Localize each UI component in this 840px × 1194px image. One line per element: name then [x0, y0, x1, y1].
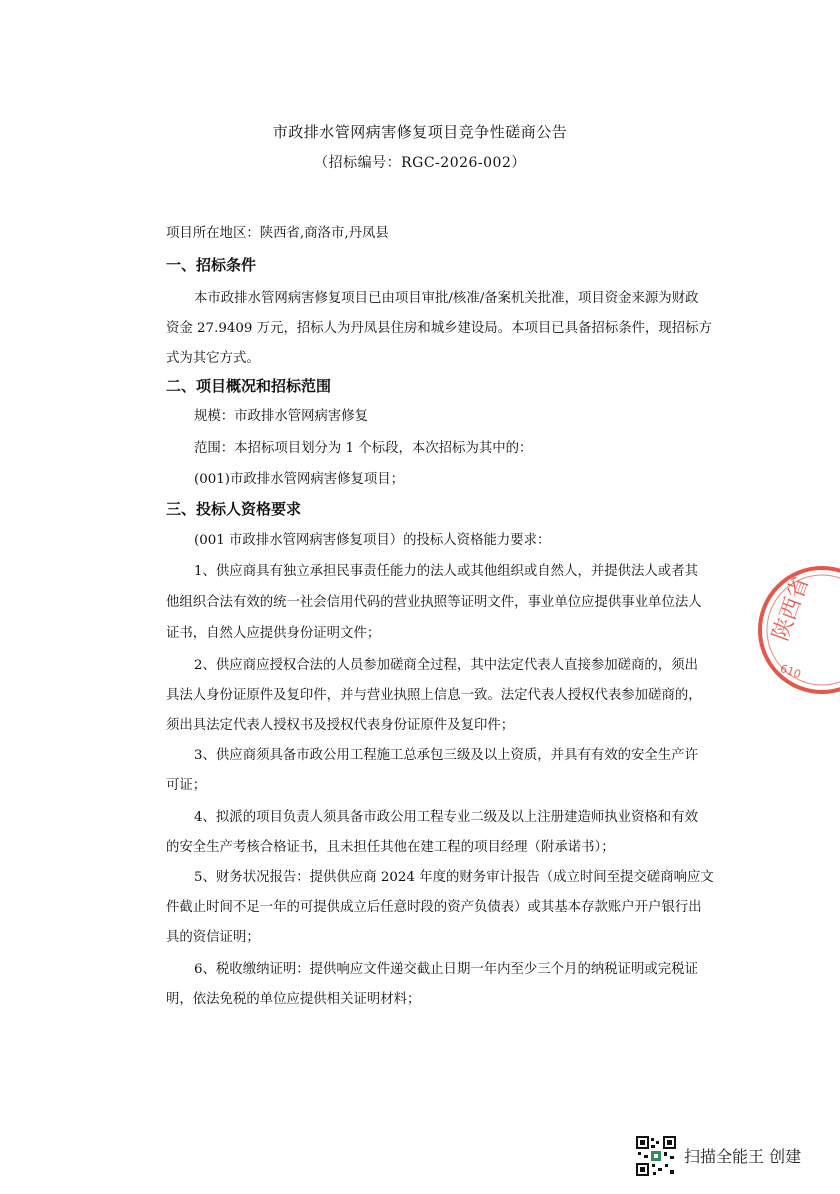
- paragraph-line: 1、供应商具有独立承担民事责任能力的法人或其他组织或自然人，并提供法人或者其: [194, 564, 698, 579]
- paragraph-line: 式为其它方式。: [166, 351, 260, 366]
- paragraph-line: 规模：市政排水管网病害修复: [194, 409, 369, 424]
- paragraph-line: 他组织合法有效的统一社会信用代码的营业执照等证明文件，事业单位应提供事业单位法人: [166, 595, 702, 610]
- paragraph-line: 证书，自然人应提供身份证明文件；: [166, 626, 381, 641]
- paragraph-line: 具法人身份证原件及复印件，并与营业执照上信息一致。法定代表人授权代表参加磋商的，: [166, 688, 702, 703]
- seal-text: 陕西省: [768, 573, 815, 645]
- paragraph-line: 本市政排水管网病害修复项目已由项目审批/核准/备案机关批准，项目资金来源为财政: [194, 291, 699, 306]
- paragraph-line: 资金 27.9409 万元，招标人为丹凤县住房和城乡建设局。本项目已具备招标条件，现招标方: [166, 321, 712, 336]
- scanner-label: 扫描全能王 创建: [684, 1147, 802, 1166]
- paragraph-line: 范围：本招标项目划分为 1 个标段，本次招标为其中的：: [194, 441, 533, 456]
- scanner-watermark: [636, 1136, 836, 1176]
- qr-code-icon: [636, 1136, 676, 1176]
- paragraph-line: 的安全生产考核合格证书，且未担任其他在建工程的项目经理（附承诺书）；: [166, 840, 615, 855]
- paragraph-line: 4、拟派的项目负责人须具备市政公用工程专业二级及以上注册建造师执业资格和有效: [194, 810, 698, 825]
- paragraph-line: 2、供应商应授权合法的人员参加磋商全过程，其中法定代表人直接参加磋商的，须出: [194, 658, 698, 673]
- paragraph-line: 5、财务状况报告：提供供应商 2024 年度的财务审计报告（成立时间至提交磋商响应文: [194, 870, 714, 885]
- official-seal-stamp: [752, 560, 840, 700]
- paragraph-line: 可证；: [166, 778, 207, 793]
- paragraph-line: 具的资信证明；: [166, 930, 260, 945]
- paragraph-line: 明，依法免税的单位应提供相关证明材料；: [166, 992, 421, 1007]
- paragraph-line: 6、税收缴纳证明：提供响应文件递交截止日期一年内至少三个月的纳税证明或完税证: [194, 962, 698, 977]
- section-heading: 二、项目概况和招标范围: [166, 377, 332, 395]
- seal-code: 610: [778, 661, 803, 682]
- tender-number: （招标编号：RGC-2026-002）: [314, 155, 526, 171]
- section-heading: 三、投标人资格要求: [166, 500, 302, 518]
- document-title: 市政排水管网病害修复项目竞争性磋商公告: [272, 123, 568, 141]
- paragraph-line: 须出具法定代表人授权书及授权代表身份证原件及复印件；: [166, 718, 515, 733]
- section-heading: 一、招标条件: [166, 256, 257, 274]
- paragraph-line: 件截止时间不足一年的可提供成立后任意时段的资产负债表）或其基本存款账户开户银行出: [166, 900, 702, 915]
- paragraph-line: (001 市政排水管网病害修复项目）的投标人资格能力要求：: [194, 533, 551, 548]
- paragraph-line: (001)市政排水管网病害修复项目；: [194, 472, 405, 487]
- project-region: 项目所在地区：陕西省,商洛市,丹凤县: [166, 226, 389, 241]
- paragraph-line: 3、供应商须具备市政公用工程施工总承包三级及以上资质，并具有有效的安全生产许: [194, 748, 698, 763]
